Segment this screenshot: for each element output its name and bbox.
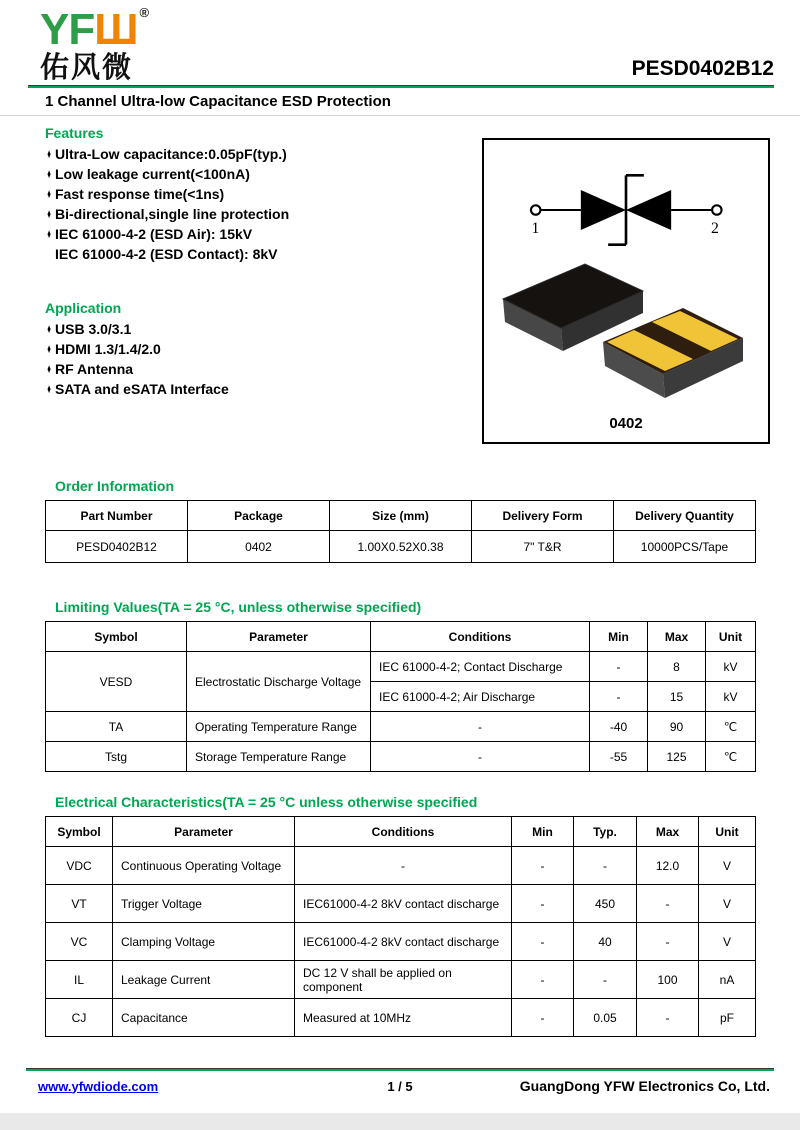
table-row: [46, 712, 756, 742]
cell-max: 15: [648, 682, 706, 712]
order-information-heading: Order Information: [55, 478, 175, 494]
feature-text: Fast response time(<1ns): [55, 186, 225, 202]
list-item: [45, 164, 482, 184]
diamond-bullet-icon: ♦: [47, 341, 51, 356]
cell-conditions: -: [371, 742, 590, 772]
column-header: Symbol: [46, 817, 113, 847]
cell-unit: nA: [699, 961, 756, 999]
diamond-bullet-icon: [47, 244, 53, 264]
limiting-values-heading: Limiting Values(TA = 25 °C, unless otherwise specified): [55, 599, 422, 615]
application-text: HDMI 1.3/1.4/2.0: [55, 341, 161, 357]
page-bottom-edge: [0, 1113, 800, 1130]
logo-chinese-text: 佑风微: [40, 52, 134, 84]
diamond-bullet-icon: ♦: [47, 186, 51, 201]
column-header: Package: [188, 501, 330, 531]
registered-trademark-icon: ®: [139, 5, 150, 20]
table-row: [46, 742, 756, 772]
cell-typ: 0.05: [574, 999, 637, 1037]
cell-conditions: IEC 61000-4-2; Contact Discharge: [371, 652, 590, 682]
cell-symbol: VT: [46, 885, 113, 923]
cell-max: 125: [648, 742, 706, 772]
list-item: [45, 224, 482, 244]
cell-max: 90: [648, 712, 706, 742]
cell-delivery-form: 7" T&R: [472, 531, 614, 563]
cell-parameter: Electrostatic Discharge Voltage: [187, 652, 371, 712]
cell-max: -: [637, 923, 699, 961]
package-size-label: 0402: [609, 415, 643, 432]
column-header: Parameter: [113, 817, 295, 847]
cell-unit: ℃: [706, 742, 756, 772]
list-item: [45, 144, 482, 164]
pin-1-label: 1: [531, 220, 540, 238]
cell-typ: 40: [574, 923, 637, 961]
column-header: Min: [590, 622, 648, 652]
cell-conditions: -: [295, 847, 512, 885]
cell-min: -: [590, 682, 648, 712]
table-header-row: [46, 817, 756, 847]
website-link[interactable]: www.yfwdiode.com: [38, 1078, 159, 1094]
chip-package-3d-image: [493, 254, 759, 412]
diamond-bullet-icon: ♦: [47, 381, 51, 396]
cell-symbol: TA: [46, 712, 187, 742]
list-item: [45, 204, 482, 224]
column-header: Min: [512, 817, 574, 847]
cell-parameter: Continuous Operating Voltage: [113, 847, 295, 885]
cell-parameter: Leakage Current: [113, 961, 295, 999]
column-header: Delivery Form: [472, 501, 614, 531]
company-name: GuangDong YFW Electronics Co, Ltd.: [519, 1078, 770, 1094]
cell-unit: kV: [706, 682, 756, 712]
application-text: RF Antenna: [55, 361, 134, 377]
diamond-bullet-icon: ♦: [47, 206, 51, 221]
cell-min: -: [512, 885, 574, 923]
cell-min: -: [512, 999, 574, 1037]
table-row: [46, 847, 756, 885]
main-content: [0, 116, 800, 444]
cell-conditions: IEC61000-4-2 8kV contact discharge: [295, 923, 512, 961]
cell-min: -: [512, 961, 574, 999]
column-header: Typ.: [574, 817, 637, 847]
column-header: Parameter: [187, 622, 371, 652]
diamond-bullet-icon: ♦: [47, 321, 51, 336]
cell-symbol: VESD: [46, 652, 187, 712]
column-header: Max: [637, 817, 699, 847]
cell-parameter: Clamping Voltage: [113, 923, 295, 961]
cell-parameter: Trigger Voltage: [113, 885, 295, 923]
cell-conditions: -: [371, 712, 590, 742]
table-row: [46, 531, 756, 563]
column-header: Part Number: [46, 501, 188, 531]
cell-typ: -: [574, 961, 637, 999]
logo-w-glyph: Ш: [94, 5, 138, 54]
application-text: SATA and eSATA Interface: [55, 381, 229, 397]
column-header: Unit: [706, 622, 756, 652]
bidirectional-tvs-diode-symbol: [521, 168, 731, 252]
application-list: [45, 319, 482, 399]
footer-divider: [26, 1068, 774, 1071]
cell-part-number: PESD0402B12: [46, 531, 188, 563]
order-information-table: [45, 500, 756, 563]
cell-min: -: [512, 847, 574, 885]
table-row: [46, 652, 756, 682]
cell-max: 100: [637, 961, 699, 999]
column-header: Max: [648, 622, 706, 652]
cell-delivery-quantity: 10000PCS/Tape: [614, 531, 756, 563]
package-figure-box: [482, 138, 770, 444]
cell-symbol: VC: [46, 923, 113, 961]
features-heading: Features: [45, 125, 104, 141]
page-number: 1 / 5: [387, 1078, 413, 1094]
features-list: [45, 144, 482, 264]
pin-2-label: 2: [711, 220, 719, 238]
page-header: [0, 0, 800, 83]
application-text: USB 3.0/3.1: [55, 321, 132, 337]
application-heading: Application: [45, 300, 122, 316]
column-header: Symbol: [46, 622, 187, 652]
cell-symbol: IL: [46, 961, 113, 999]
table-header-row: [46, 622, 756, 652]
feature-text: Low leakage current(<100nA): [55, 166, 250, 182]
table-header-row: [46, 501, 756, 531]
list-item: [45, 184, 482, 204]
diamond-bullet-icon: ♦: [47, 226, 51, 241]
diamond-bullet-icon: ♦: [47, 166, 51, 181]
feature-text: IEC 61000-4-2 (ESD Contact): 8kV: [55, 246, 278, 262]
document-title: 1 Channel Ultra-low Capacitance ESD Protection: [0, 88, 800, 116]
cell-max: -: [637, 885, 699, 923]
yfw-logo: [40, 5, 150, 84]
cell-min: -: [590, 652, 648, 682]
page-footer: [0, 1078, 800, 1094]
cell-unit: ℃: [706, 712, 756, 742]
electrical-characteristics-heading: Electrical Characteristics(TA = 25 °C unless otherwise specified: [55, 794, 478, 810]
column-header: Delivery Quantity: [614, 501, 756, 531]
diamond-bullet-icon: ♦: [47, 361, 51, 376]
cell-min: -: [512, 923, 574, 961]
cell-size: 1.00X0.52X0.38: [330, 531, 472, 563]
cell-symbol: CJ: [46, 999, 113, 1037]
diamond-bullet-icon: ♦: [47, 146, 51, 161]
list-item: [45, 319, 482, 339]
cell-symbol: Tstg: [46, 742, 187, 772]
cell-min: -40: [590, 712, 648, 742]
electrical-characteristics-table: [45, 816, 756, 1037]
cell-unit: pF: [699, 999, 756, 1037]
column-header: Size (mm): [330, 501, 472, 531]
cell-parameter: Storage Temperature Range: [187, 742, 371, 772]
cell-unit: V: [699, 923, 756, 961]
table-row: [46, 961, 756, 999]
column-header: Conditions: [371, 622, 590, 652]
cell-min: -55: [590, 742, 648, 772]
part-number-title: PESD0402B12: [631, 57, 774, 80]
table-row: [46, 885, 756, 923]
cell-unit: V: [699, 847, 756, 885]
logo-yf-text: YF: [40, 5, 95, 54]
cell-parameter: Capacitance: [113, 999, 295, 1037]
cell-typ: -: [574, 847, 637, 885]
feature-text: IEC 61000-4-2 (ESD Air): 15kV: [55, 226, 253, 242]
cell-typ: 450: [574, 885, 637, 923]
table-row: [46, 923, 756, 961]
cell-unit: V: [699, 885, 756, 923]
cell-max: -: [637, 999, 699, 1037]
table-row: [46, 999, 756, 1037]
cell-max: 12.0: [637, 847, 699, 885]
cell-conditions: IEC 61000-4-2; Air Discharge: [371, 682, 590, 712]
cell-unit: kV: [706, 652, 756, 682]
feature-text: Ultra-Low capacitance:0.05pF(typ.): [55, 146, 287, 162]
left-column: [0, 116, 482, 399]
cell-conditions: DC 12 V shall be applied on component: [295, 961, 512, 999]
list-item: [45, 379, 482, 399]
cell-max: 8: [648, 652, 706, 682]
cell-package: 0402: [188, 531, 330, 563]
cell-conditions: Measured at 10MHz: [295, 999, 512, 1037]
cell-symbol: VDC: [46, 847, 113, 885]
cell-parameter: Operating Temperature Range: [187, 712, 371, 742]
limiting-values-table: [45, 621, 756, 772]
list-item: [45, 339, 482, 359]
column-header: Conditions: [295, 817, 512, 847]
feature-text: Bi-directional,single line protection: [55, 206, 290, 222]
list-item: [45, 359, 482, 379]
cell-conditions: IEC61000-4-2 8kV contact discharge: [295, 885, 512, 923]
column-header: Unit: [699, 817, 756, 847]
list-item: [45, 244, 482, 264]
